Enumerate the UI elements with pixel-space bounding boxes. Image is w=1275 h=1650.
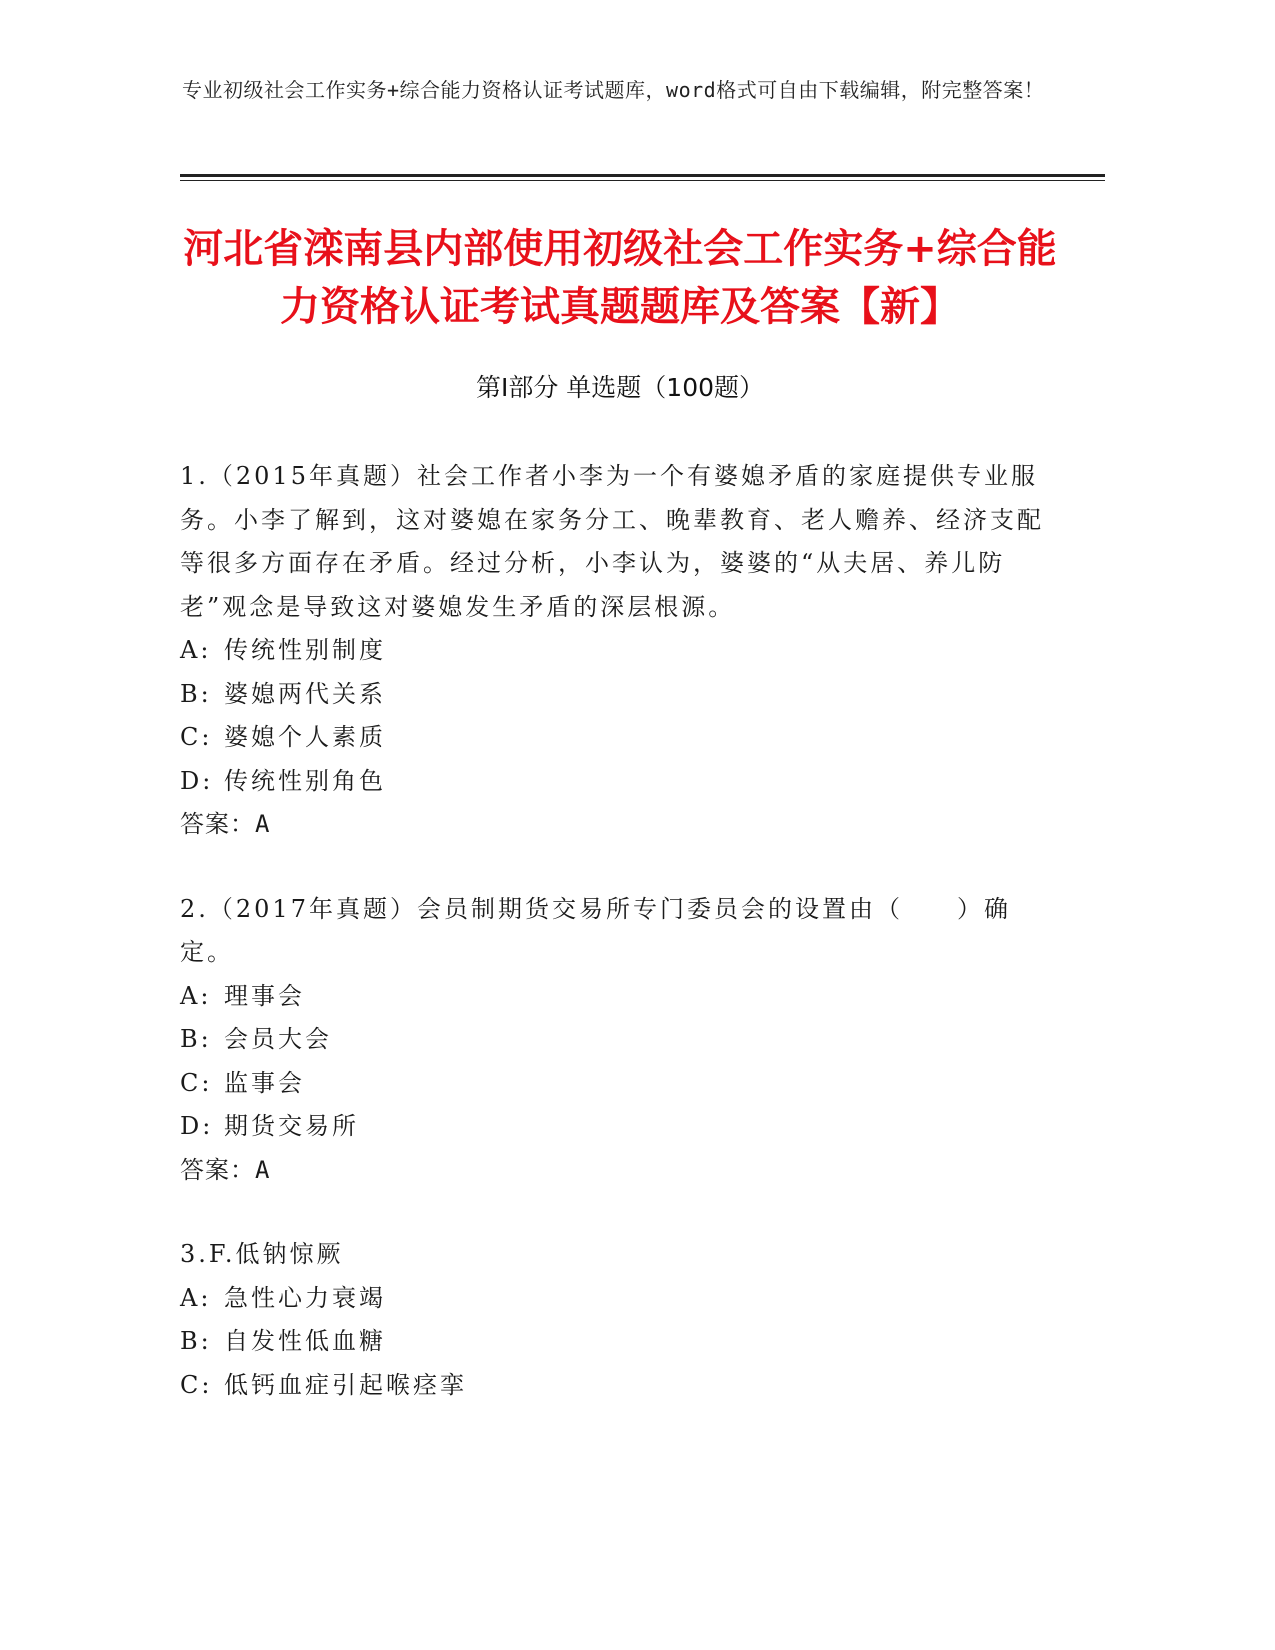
option-a <box>180 975 1060 1019</box>
option-text: 期货交易所 <box>224 1112 359 1140</box>
option-text: 急性心力衰竭 <box>224 1283 386 1312</box>
answer-value: A <box>255 1155 271 1184</box>
question-1 <box>180 455 1060 847</box>
question-stem: 3.F.低钠惊厥 <box>180 1240 344 1268</box>
option-list <box>180 629 1060 803</box>
option-letter: A: <box>180 636 212 664</box>
option-list <box>180 1277 1060 1408</box>
option-text: 传统性别角色 <box>224 766 386 795</box>
option-text: 监事会 <box>224 1068 305 1097</box>
option-text: 低钙血症引起喉痉挛 <box>224 1370 467 1399</box>
option-text: 传统性别制度 <box>224 636 386 664</box>
option-b <box>180 1018 1060 1062</box>
question-3 <box>180 1233 1060 1407</box>
answer-value: A <box>255 810 271 838</box>
option-letter: C: <box>180 1370 213 1399</box>
option-letter: C: <box>180 1068 213 1097</box>
option-text: 婆媳个人素质 <box>224 723 386 751</box>
section-heading: 第Ⅰ部分 单选题（100题） <box>475 373 765 402</box>
option-c <box>180 1062 1060 1106</box>
option-a <box>180 629 1060 673</box>
option-letter: A: <box>180 981 212 1010</box>
question-2 <box>180 888 1060 1193</box>
option-text: 自发性低血糖 <box>224 1327 386 1355</box>
question-stem: 2.（2017年真题）会员制期货交易所专门委员会的设置由（ ）确定。 <box>180 894 1011 966</box>
header-divider-thin <box>180 180 1105 181</box>
answer-line <box>180 803 1060 847</box>
header-divider <box>180 174 1105 182</box>
option-c <box>180 716 1060 760</box>
option-letter: B: <box>180 1327 212 1355</box>
option-letter: C: <box>180 723 213 751</box>
option-d <box>180 1105 1060 1149</box>
option-letter: A: <box>180 1283 212 1312</box>
option-letter: B: <box>180 1025 212 1053</box>
option-c <box>180 1364 1060 1408</box>
option-d <box>180 760 1060 804</box>
option-text: 会员大会 <box>224 1025 332 1053</box>
question-list <box>180 455 1060 1448</box>
option-letter: D: <box>180 1112 214 1140</box>
option-text: 婆媳两代关系 <box>224 679 386 708</box>
option-b <box>180 673 1060 717</box>
option-a <box>180 1277 1060 1321</box>
answer-line <box>180 1149 1060 1193</box>
option-letter: B: <box>180 679 212 708</box>
header-divider-thick <box>180 174 1105 177</box>
option-letter: D: <box>180 766 214 795</box>
document-title: 河北省滦南县内部使用初级社会工作实务+综合能力资格认证考试真题题库及答案【新】 <box>183 226 1057 330</box>
question-stem: 1.（2015年真题）社会工作者小李为一个有婆媳矛盾的家庭提供专业服务。小李了解到，这对婆媳在家务分工、晚辈教育、老人赡养、经济支配等很多方面存在矛盾。经过分析，小李认为，婆婆的“从夫居、养儿防老”观念是导致这对婆媳发生矛盾的深层根源。 <box>180 462 1044 621</box>
answer-label: 答案： <box>180 810 255 838</box>
option-list <box>180 975 1060 1149</box>
option-b <box>180 1320 1060 1364</box>
answer-label: 答案： <box>180 1155 255 1184</box>
header-note: 专业初级社会工作实务+综合能力资格认证考试题库，word格式可自由下载编辑，附完整答案！ <box>182 78 1045 102</box>
option-text: 理事会 <box>224 981 305 1010</box>
